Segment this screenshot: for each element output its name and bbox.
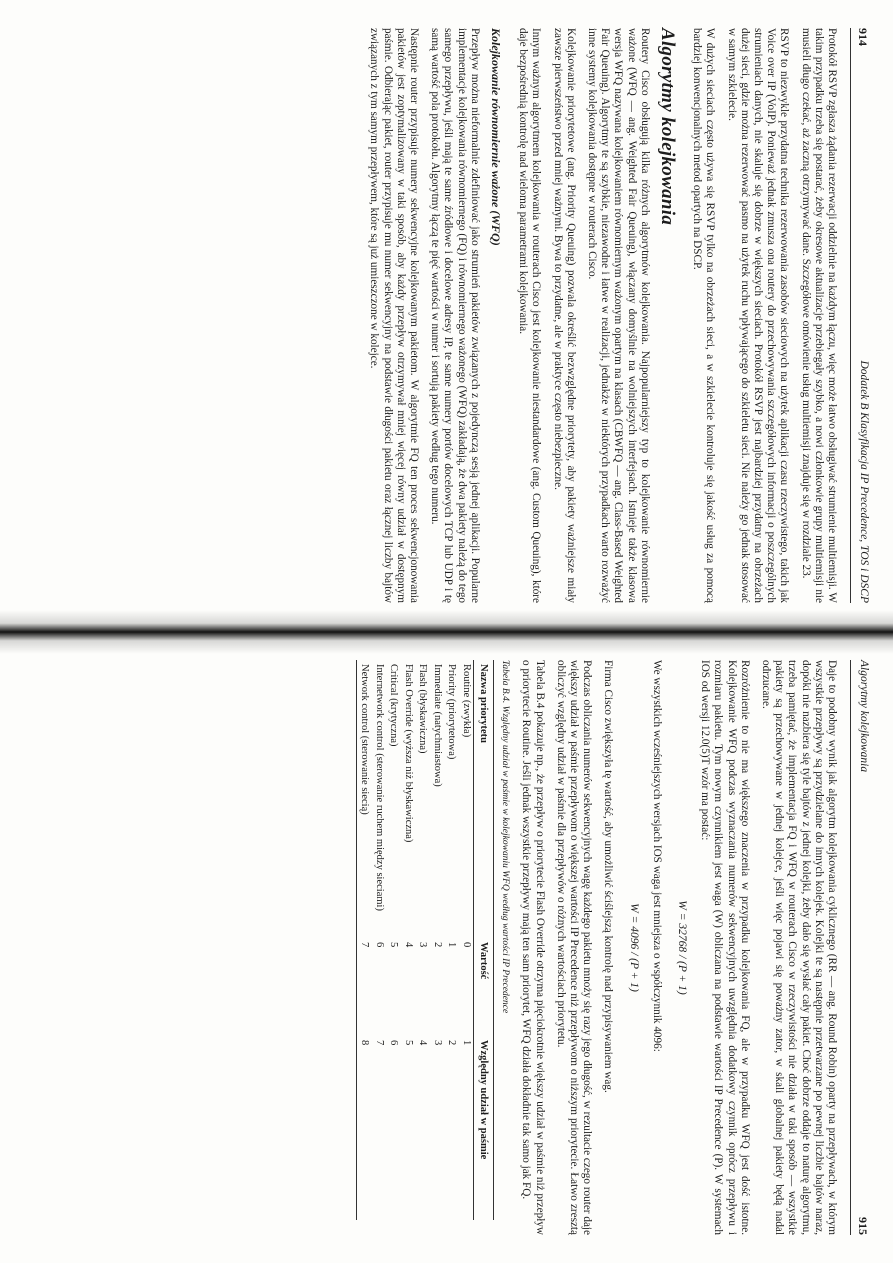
table-cell: 6	[373, 942, 385, 948]
table-cell: 4	[402, 942, 414, 948]
table-cell: 3	[417, 942, 429, 948]
table-row	[356, 660, 371, 1220]
paragraph: RSVP to niezwykle przydatna technika rezerwowania zasobów sieciowych na użytek aplikacji czasu rzeczywistego, takich jak Voice over IP (VoIP). Ponieważ jednak zmusza ona routery do przechowywania szczegółowych informacji o poszczególnych strumieniach danych, nie skaluje się dobrze w większych sieciach. Protokół RSVP jest najbardziej przydatny na obrzeżach dużej sieci, gdzie można rezerwować pasmo na użytek ruchu wpływającego do szkieletu sieci. Nie należy go jednak stosować w samym szkielecie.	[725, 28, 791, 603]
table-cell: Routine (zwykła)	[460, 664, 472, 738]
paragraph: Innym ważnym algorytmem kolejkowania w routerach Cisco jest kolejkowanie niestandardowe (ang. Custom Queuing), które daje bezpośrednią kontrolę nad wieloma parametrami kolejkowania.	[517, 28, 543, 603]
paragraph: Kolejkowanie priorytetowe (ang. Priority Queuing) pozwala określić bezwzględne priorytety, aby pakiety ważniejsze miały zawsze pierwszeństwo przed mniej ważnymi. Bywa to przydatne, ale w praktyce często niebezpieczne.	[551, 28, 577, 603]
table-cell: 1	[446, 942, 458, 948]
paragraph: Rozróżnienie to nie ma większego znaczenia w przypadku kolejkowania FQ, ale w przypadku WFQ jest dość istotne. Kolejkowanie WFQ podczas wyznaczania numerów sekwencyjnych uwzględnia dodatkowy czynnik oprócz przepływu i rozmiaru pakietu. Tym nowym czynnikiem jest waga (W) obliczana na podstawie wartości IP Precedence (P). W systemach IOS od wersji 12.0(5)T wzór ma postać:	[699, 660, 751, 1235]
table-header-row	[473, 660, 493, 1220]
table-cell: 2	[431, 942, 443, 948]
table-cell: 0	[460, 942, 472, 948]
paragraph: We wszystkich wcześniejszych wersjach IOS waga jest mniejsza o współczynnik 4096:	[650, 660, 663, 1052]
right-page	[13, 660, 873, 1235]
table-row	[400, 660, 415, 1220]
table-cell: 3	[431, 1040, 443, 1046]
column-header: Względny udział w paśmie	[473, 1036, 493, 1220]
table-row	[458, 660, 473, 1220]
paragraph: Routery Cisco obsługują kilka różnych algorytmów kolejkowania. Najpopularniejszy typ to kolejkowanie równomiernie ważone (WFQ — ang. Weighted Fair Queuing), włączany domyślnie na wolniejszych interfejsach. Istnieje także klasowa wersja WFQ nazywana kolejkowaniem równomiernym ważonym opartym na klasach (CBWFQ — ang. Class-Based Weighted Fair Queuing). Algorytmy te są szybkie, niezawodne i łatwe w realizacji, jednakże w niektórych przypadkach warto rozważyć inne systemy kolejkowania dostępne w routerach Cisco.	[585, 28, 651, 603]
table-cell: Internetwork control (sterowanie ruchem między sieciami)	[373, 664, 385, 911]
formula: W = 4096 / (P + 1)	[627, 903, 640, 992]
right-page-body	[356, 660, 838, 1235]
running-title: Dodatek B Klasyfikacja IP Precedence, TOS i DSCP	[858, 360, 870, 603]
table-row	[429, 660, 444, 1220]
page-number: 914	[856, 28, 870, 46]
section-heading: Algorytmy kolejkowania	[656, 28, 678, 226]
running-header	[850, 28, 873, 603]
paragraph: Protokół RSVP zgłasza żądania rezerwacji oddzielnie na każdym łączu, więc może łatwo obsługiwać strumienie multiemisji. W takim przypadku trzeba się postarać, żeby okresowe aktualizacje przebiegały szybko, a nowi członkowie grupy multiemisji nie musieli długo czekać, aż zaczną otrzymywać dane. Szczegółowe omówienie usług multiemisji znajduje się w rozdziale 23.	[799, 28, 838, 603]
table-cell: Critical (krytyczna)	[388, 664, 400, 747]
running-title: Algorytmy kolejkowania	[858, 660, 870, 773]
column-header: Wartość	[473, 938, 493, 1036]
precedence-table	[356, 660, 494, 1220]
table-cell: 4	[417, 1040, 429, 1046]
table-cell: 1	[460, 1040, 472, 1046]
table-cell: 6	[388, 1040, 400, 1046]
column-header: Nazwa priorytetu	[473, 660, 493, 938]
paragraph: W dużych sieciach często używa się RSVP tylko na obrzeżach sieci, a w szkielecie kontroluje się jakość usług za pomocą bardziej konwencjonalnych metod opartych na DSCP.	[691, 28, 717, 603]
formula: W = 32768 / (P + 1)	[675, 900, 688, 995]
paragraph: Daje to podobny wynik jak algorytm kolejkowania cyklicznego (RR — ang. Round Robin) oparty na przepływach, w którym wszystkie przepływy są przydzielane do innych kolejek. Kolejki te są następnie przetwarzane po pewnej liczbie bajtów naraz, dopóki nie nazbiera się tyle bajtów z jednej kolejki, żeby dało się wysłać cały pakiet. Choć dobrze oddaje to naturę algorytmu, trzeba pamiętać, że implementacja FQ i WFQ w routerach Cisco w rzeczywistości nie działa w taki sposób — wszystkie pakiety są przechowywane w jednej kolejce, jeśli więc pojawi się poważny zator, w skali globalnej pakiety będą nadal odrzucane.	[759, 660, 838, 1235]
table-cell: 8	[356, 1036, 371, 1220]
table-cell: Flash Override (wyższa niż błyskawiczna)	[402, 664, 414, 843]
paragraph: Firma Cisco zwiększyła tę wartość, aby umożliwić ściślejszą kontrolę nad przypisywaniem wag.	[602, 660, 615, 1093]
table-cell: 5	[402, 1040, 414, 1046]
table-cell: 7	[373, 1040, 385, 1046]
table-cell: 7	[356, 938, 371, 1036]
paragraph: Tabela B.4 pokazuje np., że przepływ o priorytecie Flash Override otrzyma pięciokrotnie większy udział w paśmie niż przepływ o priorytecie Routine. Jeśli jednak wszystkie przepływy mają ten sam priorytet, WFQ działa dokładnie tak samo jak FQ.	[520, 660, 546, 1235]
table-caption: Tabela B.4. Względny udział w paśmie w kolejkowaniu WFQ według wartości IP Precedence	[500, 660, 511, 1014]
table-cell: 2	[446, 1040, 458, 1046]
left-page	[13, 28, 873, 603]
subsection-heading: Kolejkowanie równomiernie ważone (WFQ)	[488, 28, 503, 246]
paragraph: Podczas obliczania numerów sekwencyjnych wagę każdego pakietu mnoży się razy jego długość, w rezultacie czego router daje większy udział w paśmie przepływom o większej wartości IP Precedence niż przepływom o niższym priorytecie. Łatwo zresztą obliczyć względny udział w paśmie dla przepływów o różnych wartościach priorytetu.	[554, 660, 594, 1235]
paragraph: Przepływ można nieformalnie zdefiniować jako strumień pakietów związanych z pojedynczą sesją jednej aplikacji. Popularne implementacje kolejkowania równomiernego (FQ) i równomiernego ważonego (WFQ) zakładają, że dwa pakiety należą do tego samego przepływu, jeśli mają te same źródłowe i docelowe adresy IP, te same numery portów docelowych TCP lub UDP i tę samą wartość pola protokołu. Algorytmy łączą te pięć wartości w numer i sortują pakiety według tego numeru.	[429, 28, 481, 604]
paragraph: Następnie router przypisuje numery sekwencyjne kolejkowanym pakietom. W algorytmie FQ ten proces sekwencjonowania pakietów jest zoptymalizowany w taki sposób, aby każdy przepływ otrzymywał mniej więcej równy udział w dostępnym paśmie. Odbierając pakiet, router przypisuje mu numer sekwencyjny na podstawie długości pakietu oraz łącznej liczby bajtów związanych z tym samym przepływem, które są już umieszczone w kolejce.	[368, 28, 420, 603]
table-cell: Immediate (natychmiastowa)	[431, 664, 443, 787]
running-header	[850, 660, 873, 1235]
table-row	[444, 660, 459, 1220]
table-cell: Priority (priorytetowa)	[446, 664, 458, 760]
table-cell: Flash (błyskawiczna)	[417, 664, 429, 754]
binding-crease	[0, 610, 893, 654]
table-cell: 5	[388, 942, 400, 948]
table-row	[371, 660, 386, 1220]
table-cell: Network control (sterowanie siecią)	[356, 660, 371, 938]
page-number: 915	[856, 1217, 870, 1235]
table-row	[386, 660, 401, 1220]
table-row	[415, 660, 430, 1220]
left-page-body	[367, 28, 838, 603]
